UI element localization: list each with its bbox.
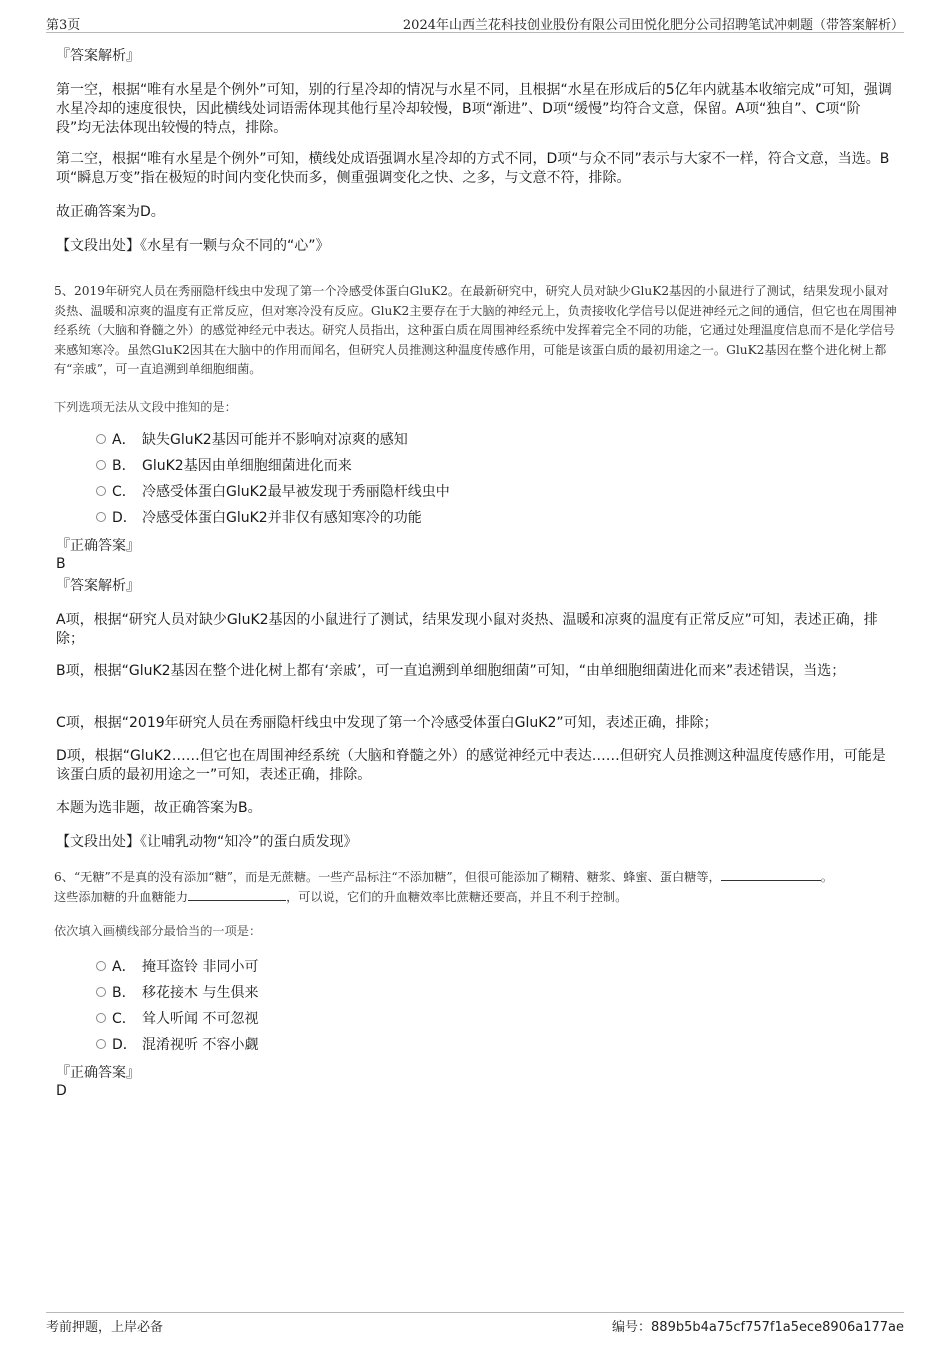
analysis-option-a: A项，根据“研究人员对缺少GluK2基因的小鼠进行了测试，结果发现小鼠对炎热、温暖和凉爽的温度有正常反应”可知，表述正确，排除；	[56, 612, 878, 647]
radio-circle-icon[interactable]	[96, 961, 106, 971]
option-letter: A．	[112, 959, 136, 975]
question-6-prompt: 依次填入画横线部分最恰当的一项是：	[54, 924, 262, 938]
option-letter: C．	[112, 484, 136, 500]
option-text: 耸人听闻 不可忽视	[142, 1011, 259, 1027]
option-a[interactable]	[96, 430, 408, 450]
correct-answer-label: 『正确答案』	[56, 1065, 140, 1081]
question-6-text	[54, 868, 900, 907]
option-text: 冷感受体蛋白GluK2并非仅有感知寒冷的功能	[142, 510, 422, 526]
question-5-text: 5、2019年研究人员在秀丽隐杆线虫中发现了第一个冷感受体蛋白GluK2。在最新研究中，研究人员对缺少GluK2基因的小鼠进行了测试，结果发现小鼠对炎热、温暖和凉爽的温度有正常反应，但对寒冷没有反应。GluK2主要存在于大脑的神经元上，负责接收化学信号以促进神经元之间的通信，但它也在周围神经系统（大脑和脊髓之外）的感觉神经元中表达。研究人员指出，这种蛋白质在周围神经系统中发挥着完全不同的功能，它通过处理温度信息而不是化学信号来感知寒冷。虽然GluK2因其在大脑中的作用而闻名，但研究人员推测这种温度传感作用，可能是该蛋白质的最初用途之一。GluK2基因在整个进化树上都有“亲戚”，可一直追溯到单细胞细菌。	[54, 284, 897, 376]
fill-blank-1	[721, 868, 821, 881]
option-c[interactable]	[96, 1009, 258, 1029]
code-label: 编号：	[612, 1320, 652, 1335]
option-text: 混淆视听 不容小觑	[142, 1037, 259, 1053]
question-6-text-part-3: 这些添加糖的升血糖能力	[54, 889, 189, 904]
analysis-option-b: B项，根据“GluK2基因在整个进化树上都有‘亲戚’，可一直追溯到单细胞细菌”可知，“由单细胞细菌进化而来”表述错误，当选；	[56, 663, 846, 679]
analysis-conclusion: 故正确答案为D。	[56, 204, 165, 220]
option-text: 移花接木 与生俱来	[142, 985, 259, 1001]
option-c[interactable]	[96, 482, 450, 502]
document-title: 2024年山西兰花科技创业股份有限公司田悦化肥分公司招聘笔试冲刺题（带答案解析）	[402, 18, 904, 33]
correct-answer: D	[56, 1083, 67, 1099]
radio-circle-icon[interactable]	[96, 460, 106, 470]
option-text: GluK2基因由单细胞细菌进化而来	[142, 458, 352, 474]
option-text: 冷感受体蛋白GluK2最早被发现于秀丽隐杆线虫中	[142, 484, 450, 500]
correct-answer-label: 『正确答案』	[56, 538, 140, 554]
radio-circle-icon[interactable]	[96, 486, 106, 496]
source-citation: 【文段出处】《让哺乳动物“知冷”的蛋白质发现》	[56, 834, 358, 850]
option-letter: B．	[112, 985, 136, 1001]
page-number: 第3页	[46, 18, 81, 33]
analysis-option-d: D项，根据“GluK2……但它也在周围神经系统（大脑和脊髓之外）的感觉神经元中表达……但研究人员推测这种温度传感作用，可能是该蛋白质的最初用途之一”可知，表述正确，排除。	[56, 748, 886, 783]
radio-circle-icon[interactable]	[96, 1039, 106, 1049]
radio-circle-icon[interactable]	[96, 987, 106, 997]
option-text: 缺失GluK2基因可能并不影响对凉爽的感知	[142, 432, 408, 448]
radio-circle-icon[interactable]	[96, 1013, 106, 1023]
question-6-text-part-1: 6、“无糖”不是真的没有添加“糖”，而是无蔗糖。一些产品标注“不添加糖”，但很可能添加了糊精、糖浆、蜂蜜、蛋白糖等，	[54, 870, 721, 884]
fill-blank-2	[188, 888, 286, 901]
document-code	[612, 1316, 904, 1335]
source-citation: 【文段出处】《水星有一颗与众不同的“心”》	[56, 238, 330, 254]
option-a[interactable]	[96, 957, 258, 977]
radio-circle-icon[interactable]	[96, 434, 106, 444]
analysis-paragraph-1: 第一空，根据“唯有水星是个例外”可知，别的行星冷却的情况与水星不同，且根据“水星在形成后的5亿年内就基本收缩完成”可知，强调水星冷却的速度很快，因此横线处词语需体现其他行星冷却较慢，B项“渐进”、D项“缓慢”均符合文意，保留。A项“独自”、C项“阶段”均无法体现出较慢的特点，排除。	[56, 82, 892, 136]
analysis-label: 『答案解析』	[56, 48, 140, 64]
question-5-prompt: 下列选项无法从文段中推知的是：	[54, 400, 237, 414]
option-d[interactable]	[96, 1035, 258, 1055]
option-letter: A．	[112, 432, 136, 448]
radio-circle-icon[interactable]	[96, 512, 106, 522]
correct-answer: B	[56, 556, 66, 572]
analysis-label: 『答案解析』	[56, 578, 140, 594]
option-text: 掩耳盗铃 非同小可	[142, 959, 259, 975]
analysis-option-c: C项，根据“2019年研究人员在秀丽隐杆线虫中发现了第一个冷感受体蛋白GluK2”可知，表述正确，排除；	[56, 715, 718, 731]
question-6-text-part-4: ，可以说，它们的升血糖效率比蔗糖还要高，并且不利于控制。	[286, 889, 628, 904]
analysis-paragraph-2: 第二空，根据“唯有水星是个例外”可知，横线处成语强调水星冷却的方式不同，D项“与众不同”表示与大家不一样，符合文意，当选。B项“瞬息万变”指在极短的时间内变化快而多，侧重强调变化之快、之多，与文意不符，排除。	[56, 151, 890, 186]
page-footer	[46, 1312, 904, 1333]
analysis-conclusion: 本题为选非题，故正确答案为B。	[56, 800, 262, 816]
option-b[interactable]	[96, 983, 258, 1003]
option-b[interactable]	[96, 456, 352, 476]
footer-slogan: 考前押题，上岸必备	[46, 1320, 164, 1335]
question-6-text-part-2: 。	[820, 870, 833, 884]
option-letter: D．	[112, 510, 137, 526]
page-header	[46, 14, 904, 33]
option-letter: B．	[112, 458, 136, 474]
code-value: 889b5b4a75cf757f1a5ece8906a177ae	[651, 1320, 904, 1335]
option-letter: C．	[112, 1011, 136, 1027]
option-letter: D．	[112, 1037, 137, 1053]
option-d[interactable]	[96, 508, 422, 528]
